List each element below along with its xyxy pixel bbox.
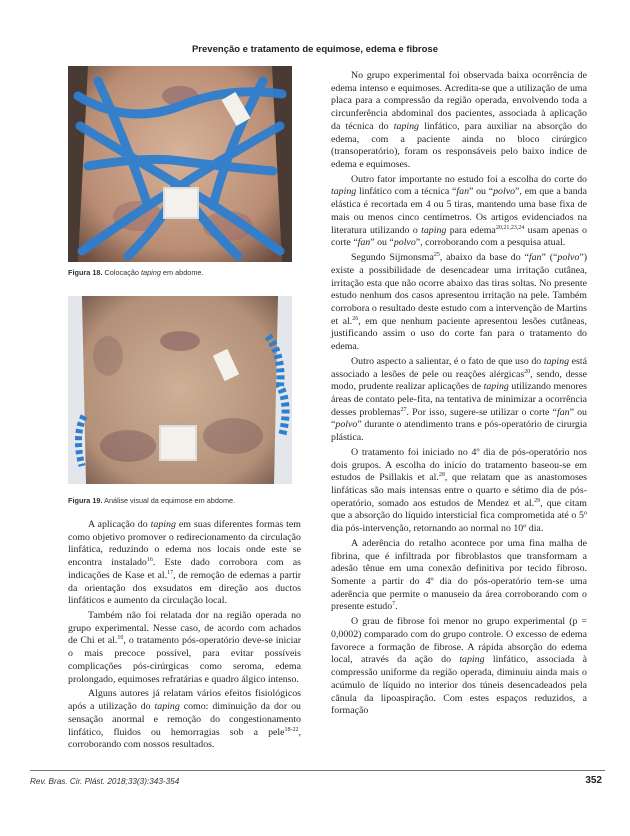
paragraph: O tratamento foi iniciado no 4º dia de pós-operatório nos dois grupos. A escolha do início do tratamento baseou-se em estudos de Psillakis et al.$^{28}$, que relatam que as anastomoses linfáticas são mais intensas entre o quarto e sétimo dia de pós-operatório, somado aos estudos de Mendez et al.$^{29}$, que citam que a absorção do líquido intersticial fica comprometida até o 5º dia pós-intervenção, retornando ao normal no 10º dia. xyxy=(331,446,588,535)
paragraph: Segundo Sijmonsma$^{25}$, abaixo da base do “fan” (“polvo”) existe a possibilidade de desencadear uma irritação cutânea, irritação esta que não ocorre abaixo das tiras soltas. No presente estudo nenhum dos casos apresentou irritação na pele. Também corrobora o resultado deste estudo com a intervenção de Martins et al.$^{26}$, em que nenhum paciente apresentou lesões cutâneas, justificando assim o uso do corte fan para o tratamento do edema. xyxy=(331,252,587,353)
figure-label: Figura 19. xyxy=(68,496,103,505)
figure-19-photo xyxy=(68,296,292,484)
paragraph: Também não foi relatada dor na região operada no grupo experimental. Nesse caso, de acordo com achados de Chi et al.$^{10}$, o tratamento pós-operatório deve-se iniciar o mais precoce possível, para evitar possíveis complicações pós-cirúrgicas como seroma, edema prolongado, equimoses refratárias e quadro álgico intenso. xyxy=(68,610,301,685)
page-number: 352 xyxy=(585,775,602,786)
figure-caption-text: Análise visual da equimose em abdome. xyxy=(104,496,236,505)
paragraph: O grau de fibrose foi menor no grupo experimental (p = 0,0002) comparado com do grupo controle. O excesso de edema favorece a formação de fibrose. A rápida absorção do edema local, através da ação do taping linfático, associada à compressão uniforme da região operada, diminuiu ainda mais o acúmulo de líquido no interior dos túneis desencadeados pela cânula da lipoaspiração. Com estes espaços reduzidos, a formação xyxy=(331,616,587,717)
figure-18-caption xyxy=(68,268,298,278)
left-column-text xyxy=(68,519,301,752)
footer-divider xyxy=(30,770,605,771)
journal-citation: Rev. Bras. Cir. Plást. 2018;33(3):343-354 xyxy=(30,777,180,786)
figure-caption-text: Colocação taping em abdome. xyxy=(104,268,204,277)
paragraph: A aplicação do taping em suas diferentes formas tem como objetivo promover o redirecionamento da circulação linfática, reduzindo o edema nos locais onde este se encontra instalado$^{16}$. Este dado corrobora com as indicações de Kase et al.$^{17}$, de remoção de edemas a partir da orientação dos exsudatos em direção aos ductos linfáticos e aumento da circulação local. xyxy=(68,519,301,607)
paragraph: Outro fator importante no estudo foi a escolha do corte do taping linfático com a técnica “fan” ou “polvo”, em que a banda elástica é recortada em 4 ou 5 tiras, mantendo uma base fixa de mais ou menos cinco centímetros. Os artigos evidenciados na literatura utilizando o taping para edema$^{20,21,23,24}$ usam apenas o corte “fan” ou “polvo”, corroborando com a pesquisa atual. xyxy=(331,173,587,249)
paragraph: Alguns autores já relatam vários efeitos fisiológicos após a utilização do taping como: diminuição da dor ou sensação anormal e remoção do congestionamento linfático, fluidos ou hemorragias sob a pele$^{18-22}$, corroborando com nossos resultados. xyxy=(68,688,301,751)
right-column-text xyxy=(331,70,587,718)
figure-18-photo xyxy=(68,66,292,262)
paragraph: A aderência do retalho acontece por uma fina malha de fibrina, que é infiltrada por fibroblastos que transformam a adesão tênue em uma conexão definitiva por tecido fibroso. Somente a partir do 4º dia do pós-operatório tem-se uma aderência que permite o manuseio da área corroborando com o presente estudo$^7$. xyxy=(331,537,587,613)
figure-19-caption xyxy=(68,496,298,506)
paragraph: No grupo experimental foi observada baixa ocorrência de edema intenso e equimoses. Acredita-se que a utilização de uma placa para a compressão da região operada, envolvendo toda a circunferência abdominal dos pacientes, associada à aplicação da técnica do taping linfático, para auxiliar na absorção do edema, com a paciente ainda no bloco cirúrgico (transoperatório), foram os responsáveis pelo baixo índice de edema e equimoses. xyxy=(331,70,587,171)
figure-label: Figura 18. xyxy=(68,268,103,277)
running-title: Prevenção e tratamento de equimose, edema e fibrose xyxy=(191,44,439,55)
paragraph: Outro aspecto a salientar, é o fato de que uso do taping está associado a lesões de pele ou reações alérgicas$^{20}$, sendo, desse modo, prudente realizar aplicações de taping utilizando menores áreas de contato pele-fita, na tentativa de minimizar a ocorrência desses problemas$^{27}$. Por isso, sugere-se utilizar o corte “fan” ou “polvo” durante o atendimento trans e pós-operatório de cirurgia plástica. xyxy=(331,355,587,444)
